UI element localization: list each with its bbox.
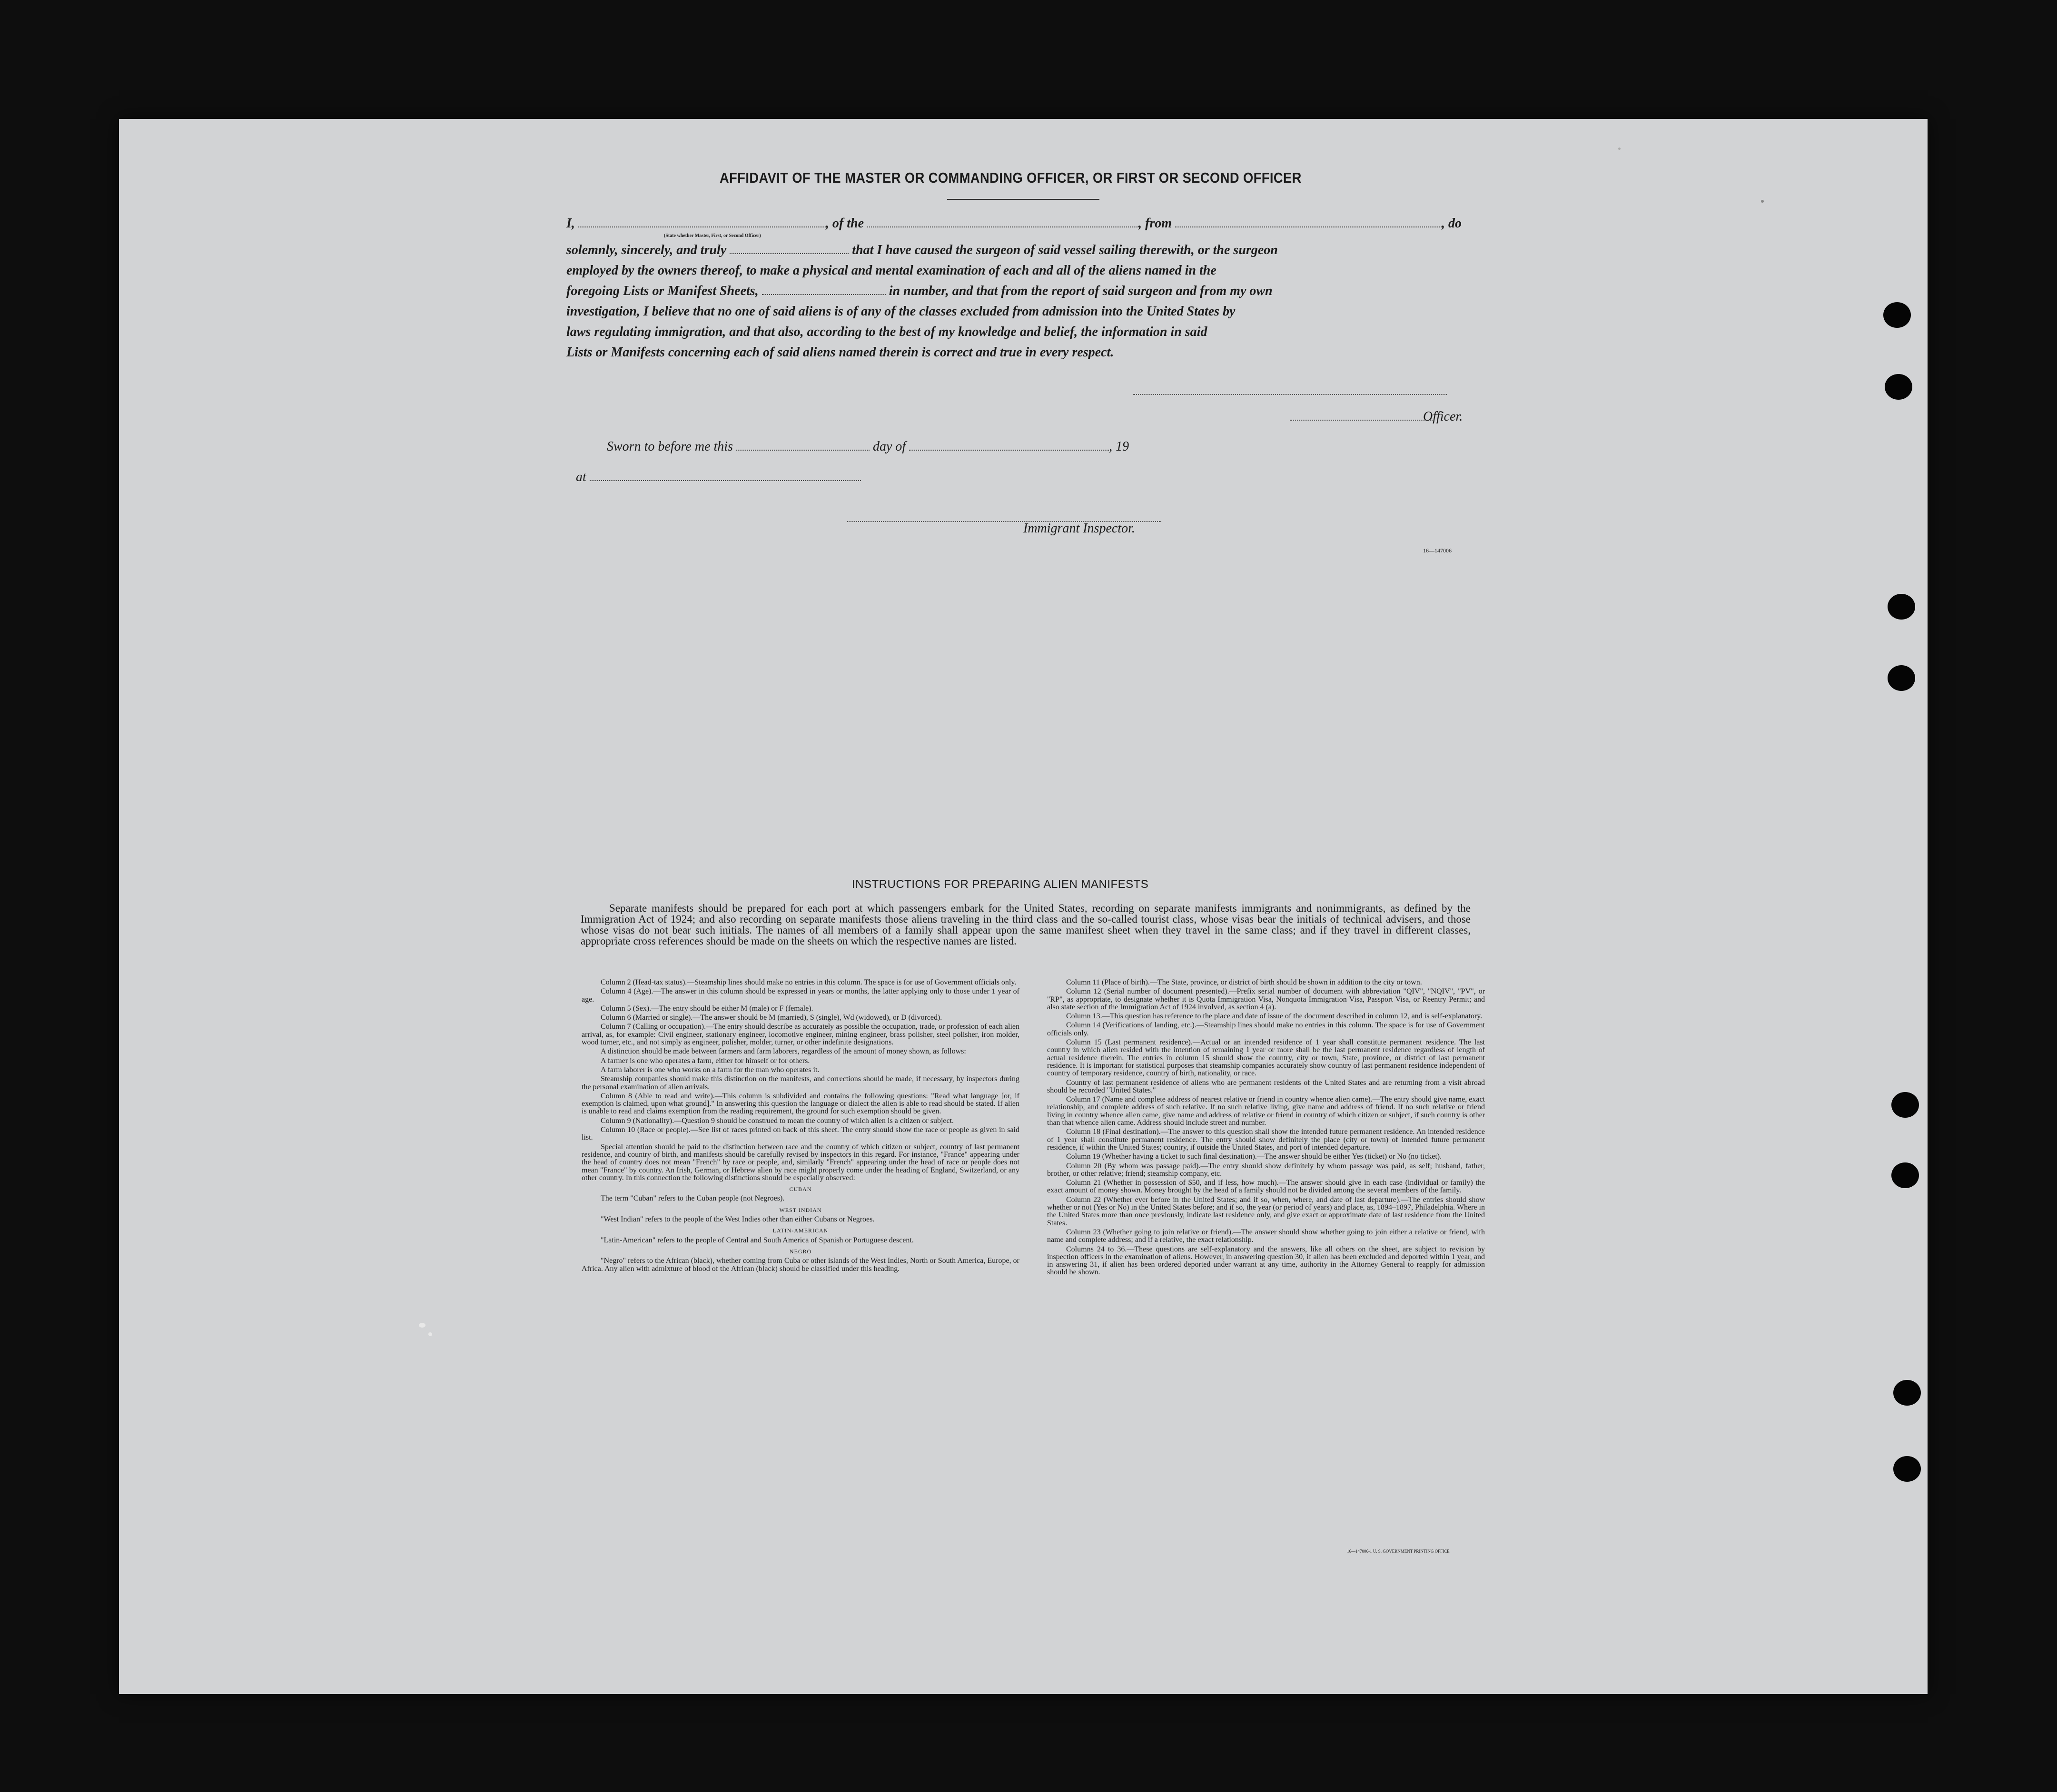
- left-paragraph: Column 7 (Calling or occupation).—The entry should describe as accurately as possible the occupation, trade, or profession of each alien arrival, as, for example: Civil engineer, stationary engineer, locomotive engineer, mining engineer, brass polisher, steel polisher, iron molder, wood turner, etc., and not simply as engineer, polisher, molder, turner, or other indefinite designations.: [582, 1023, 1019, 1047]
- affidavit-title: AFFIDAVIT OF THE MASTER OR COMMANDING OFFICER, OR FIRST OR SECOND OFFICER: [720, 169, 1302, 186]
- affidavit-line-1: [566, 213, 1462, 234]
- affidavit-line-2: [566, 240, 1278, 260]
- document-sheet: [119, 119, 1928, 1694]
- affidavit-line-3: employed by the owners thereof, to make a physical and mental examination of each and all of the aliens named in the: [566, 263, 1216, 278]
- sworn-day-blank: [736, 439, 870, 451]
- punch-hole: [1891, 1162, 1919, 1188]
- scan-speck: [419, 1323, 425, 1328]
- right-paragraph: Column 21 (Whether in possession of $50, and if less, how much).—The answer should give in each case (individual or family) the exact amount of money shown. Money brought by the head of a family should not be divided among the several members of the family.: [1047, 1179, 1485, 1195]
- right-paragraph: Column 18 (Final destination).—The answer to this question shall show the intended future permanent residence. An intended residence of 1 year shall constitute permanent residence. The entry should show definitely the place (city or town) of intended future permanent residence, if within the United States; country, if outside the United States, and port of intended departure.: [1047, 1128, 1485, 1152]
- port-blank: [1175, 216, 1442, 227]
- left-paragraph: Column 8 (Able to read and write).—This column is subdivided and contains the following questions: "Read what language [or, if exemption is claimed, upon what ground]." In answering this question the language or dialect the alien is able to read should be stated. If alien is unable to read and claims exemption from the reading requirement, the ground for such exemption should be given.: [582, 1092, 1019, 1116]
- punch-hole: [1883, 302, 1911, 328]
- left-paragraph: Steamship companies should make this distinction on the manifests, and corrections should be made, if necessary, by inspectors during the personal examination of alien arrivals.: [582, 1075, 1019, 1091]
- state-note: (State whether Master, First, or Second Officer): [664, 233, 761, 238]
- at-place-blank: [590, 470, 861, 481]
- left-paragraph: Column 2 (Head-tax status).—Steamship lines should make no entries in this column. The space is for use of Government officials only.: [601, 978, 1017, 986]
- left-paragraph: Column 5 (Sex).—The entry should be either M (male) or F (female).: [601, 1004, 813, 1013]
- inspector-label: Immigrant Inspector.: [1023, 521, 1135, 536]
- affidavit-from: , from: [1138, 216, 1172, 231]
- right-paragraph: Column 20 (By whom was passage paid).—The entry should show definitely by whom passage was paid, as self; husband, father, brother, or other relative; friend; steamship company, etc.: [1047, 1162, 1485, 1178]
- left-paragraph: A farm laborer is one who works on a farm for the man who operates it.: [601, 1065, 820, 1074]
- affidavit-line-2b: that I have caused the surgeon of said vessel sailing therewith, or the surgeon: [852, 243, 1278, 257]
- negro-text: "Negro" refers to the African (black), whether coming from Cuba or other islands of the West Indies, North or South America, Europe, or Africa. Any alien with admixture of blood of the African (black) should be classified under this heading.: [582, 1257, 1019, 1273]
- affidavit-line-4a: foregoing Lists or Manifest Sheets,: [566, 284, 759, 298]
- affidavit-line-2a: solemnly, sincerely, and truly: [566, 243, 727, 257]
- instructions-right-column: [1047, 979, 1485, 1278]
- sworn-text-a: Sworn to before me this: [607, 439, 733, 454]
- right-paragraph: Column 23 (Whether going to join relative or friend).—The answer should show whether going to join either a relative or friend, with name and complete address; and if a relative, the exact relationship.: [1047, 1228, 1485, 1244]
- officer-rank-blank: [578, 216, 826, 227]
- scan-speck: [428, 1332, 432, 1336]
- right-paragraph: Column 15 (Last permanent residence).—Actual or an intended residence of 1 year shall constitute permanent residence. The last country in which alien resided with the intention of remaining 1 year or more shall be the last permanent residence regardless of length of actual residence therein. The entries in column 15 should show the country, city or town, State, province, or district of last permanent residence. It is important for statistical purposes that steamship companies accurately show country of last permanent residence independent of country of temporary residence, country of birth, nationality, or race.: [1047, 1038, 1485, 1078]
- punch-hole: [1893, 1380, 1921, 1406]
- left-paragraph: A distinction should be made between farmers and farm laborers, regardless of the amount of money shown, as follows:: [601, 1047, 966, 1056]
- left-paragraph: A farmer is one who operates a farm, either for himself or for others.: [601, 1056, 810, 1065]
- right-paragraph: Column 22 (Whether ever before in the United States; and if so, when, where, and date of last departure).—The entries should show whether or not (Yes or No) in the United States before; and if so, the year (or period of years) and place, as, 1894–1897, Philadelphia. Where in the United States more than once previously, indicate last residence only, and give exact or approximate date of last residence from the United States.: [1047, 1195, 1485, 1227]
- left-paragraph: Column 6 (Married or single).—The answer should be M (married), S (single), Wd (widowed), or D (divorced).: [601, 1014, 942, 1022]
- instructions-intro: Separate manifests should be prepared for each port at which passengers embark for the United States, recording on separate manifests immigrants and nonimmigrants, as defined by the Immigration Act of 1924; and also recording on separate manifests those aliens traveling in the third class and the so-called tourist class, whose visas bear the initials of technical advisers, and those whose visas do not bear such initials. The names of all members of a family shall appear upon the same manifest sheet when they travel in the same class; and if they travel in different classes, appropriate cross references should be made on the sheets on which the respective names are listed.: [581, 902, 1471, 947]
- instructions-title: INSTRUCTIONS FOR PREPARING ALIEN MANIFESTS: [852, 878, 1149, 891]
- cuban-text: The term "Cuban" refers to the Cuban people (not Negroes).: [601, 1194, 785, 1203]
- west-indian-text: "West Indian" refers to the people of the West Indies other than either Cubans or Negroes.: [601, 1215, 875, 1224]
- right-paragraph: Country of last permanent residence of aliens who are permanent residents of the United States and are returning from a visit abroad should be recorded "United States.": [1047, 1078, 1485, 1094]
- right-paragraph: Column 19 (Whether having a ticket to such final destination).—The answer should be either Yes (ticket) or No (no ticket).: [1066, 1152, 1442, 1161]
- printing-office-footer: 16—147006-1 U. S. GOVERNMENT PRINTING OFFICE: [1347, 1549, 1450, 1554]
- sworn-month-blank: [909, 439, 1109, 451]
- punch-hole: [1893, 1456, 1921, 1482]
- right-paragraph: Column 14 (Verifications of landing, etc.).—Steamship lines should make no entries in this column. The space is for use of Government officials only.: [1047, 1021, 1485, 1037]
- latin-american-heading: LATIN-AMERICAN: [772, 1227, 829, 1234]
- affidavit-of-the: , of the: [825, 216, 864, 231]
- negro-heading: NEGRO: [789, 1248, 812, 1255]
- vessel-name-blank: [867, 216, 1138, 227]
- left-paragraph: Special attention should be paid to the distinction between race and the country of which citizen or subject, country of last permanent residence, and country of birth, and manifests should be carefully revised by inspectors in this regard. For instance, "France" appearing under the head of country does not mean "French" by race or people, and, similarly "French" appearing under the head of race or people does not mean "France" by country. An Irish, German, or Hebrew alien by race might properly come under the heading of England, Switzerland, or any other country. In this connection the following distinctions should be especially observed:: [582, 1142, 1019, 1182]
- affidavit-i: I,: [566, 216, 575, 231]
- affidavit-line-7: Lists or Manifests concerning each of said aliens named therein is correct and true in every respect.: [566, 345, 1114, 360]
- at-label: at: [576, 470, 586, 484]
- latin-american-text: "Latin-American" refers to the people of Central and South America of Spanish or Portuguese descent.: [601, 1236, 914, 1244]
- affidavit-line-6: laws regulating immigration, and that also, according to the best of my knowledge and belief, the information in said: [566, 325, 1207, 339]
- sheet-count-blank: [762, 284, 886, 295]
- signature-line-1: [1133, 394, 1447, 395]
- affidavit-line-5: investigation, I believe that no one of said aliens is of any of the classes excluded from admission into the United States by: [566, 304, 1236, 319]
- at-line: [576, 470, 861, 485]
- punch-hole: [1888, 665, 1915, 691]
- signature-line-2: [1290, 420, 1433, 421]
- left-paragraph: Column 9 (Nationality).—Question 9 should be construed to mean the country of which alien is a citizen or subject.: [601, 1116, 954, 1125]
- affirm-blank: [730, 243, 849, 254]
- affidavit-do: , do: [1442, 216, 1462, 231]
- affidavit-line-4b: in number, and that from the report of said surgeon and from my own: [889, 284, 1273, 298]
- left-paragraph: Column 4 (Age).—The answer in this column should be expressed in years or months, the latter applying only to those under 1 year of age.: [582, 987, 1019, 1004]
- affidavit-line-4: [566, 281, 1273, 301]
- left-paragraph: Column 10 (Race or people).—See list of races printed on back of this sheet. The entry should show the race or people as given in said list.: [582, 1126, 1019, 1142]
- right-paragraph: Column 13.—This question has reference to the place and date of issue of the document described in column 12, and is self-explanatory.: [1066, 1012, 1483, 1021]
- punch-hole: [1891, 1092, 1919, 1118]
- scan-speck: [1761, 200, 1764, 203]
- sworn-text-b: day of: [872, 439, 906, 454]
- title-rule: [947, 199, 1099, 200]
- scan-speck: [1618, 148, 1621, 150]
- punch-hole: [1885, 374, 1912, 400]
- punch-hole: [1888, 594, 1915, 620]
- right-paragraph: Columns 24 to 36.—These questions are self-explanatory and the answers, like all others on the sheet, are subject to revision by inspection officers in the examination of aliens. However, in answering question 30, if alien has been excluded and deported within 1 year, and in answering 31, if alien has been ordered deported under warrant at any time, authority in the Attorney General to reapply for admission should be shown.: [1047, 1245, 1485, 1277]
- officer-label: Officer.: [1423, 409, 1463, 424]
- sworn-text-c: , 19: [1109, 439, 1129, 454]
- cuban-heading: CUBAN: [789, 1186, 812, 1193]
- sworn-line: [607, 439, 1129, 454]
- right-paragraph: Column 17 (Name and complete address of nearest relative or friend in country whence alien came).—The entry should give name, exact relationship, and complete address of such relative. If no such relative living, give name and address of friend. If no such relative or friend living in country whence alien came, give name and address of relative or friend in country of which citizen or subject, if such country is other than that whence alien came. Address should include street and number.: [1047, 1095, 1485, 1127]
- right-paragraph: Column 11 (Place of birth).—The State, province, or district of birth should be shown in addition to the city or town.: [1066, 978, 1422, 986]
- form-number: 16—147006: [1423, 547, 1452, 554]
- instructions-left-column: [582, 979, 1019, 1274]
- right-paragraph: Column 12 (Serial number of document presented).—Prefix serial number of document with abbreviation "QIV", "NQIV", "PV", or "RP", as appropriate, to designate whether it is Quota Immigration Visa, Nonquota Immigration Visa, Passport Visa, or Reentry Permit; and also state section of the Immigration Act of 1924 involved, as section 4 (a).: [1047, 987, 1485, 1011]
- west-indian-heading: WEST INDIAN: [779, 1206, 822, 1213]
